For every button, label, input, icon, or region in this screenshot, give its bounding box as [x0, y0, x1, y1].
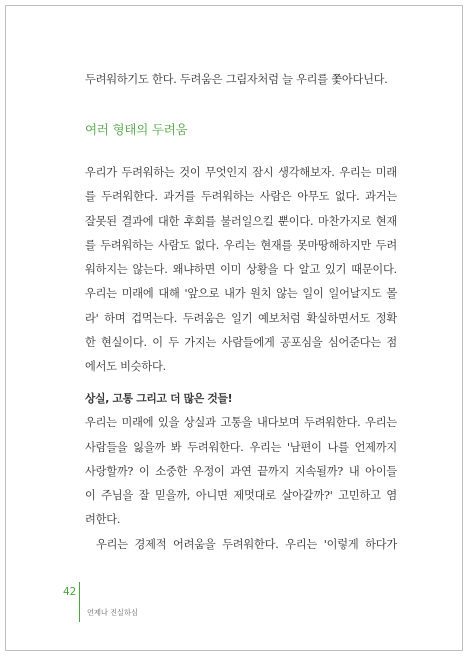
- paragraph-line: 우리는 미래에 있을 상실과 고통을 내다보며 두려워한다. 우리는: [85, 416, 397, 430]
- paragraph-line: 잘못된 결과에 대한 후회를 불러일으킬 뿐이다. 마찬가지로 현재: [85, 214, 397, 228]
- paragraph-line: 워하지는 않는다. 왜냐하면 이미 상황을 다 알고 있기 때문이다.: [85, 263, 397, 277]
- running-title: 언제나 진실하심: [87, 608, 138, 617]
- paragraph-2: [85, 387, 397, 557]
- subheading: 상실, 고통 그리고 더 많은 것들!: [85, 392, 233, 405]
- paragraph-line: 우리는 미래에 대해 '앞으로 내가 원치 않는 일이 일어날지도 몰: [85, 287, 397, 301]
- paragraph-line: 를 두려워한다. 과거를 두려워하는 사람은 아무도 없다. 과거는: [85, 190, 397, 204]
- page: [5, 5, 463, 651]
- paragraph-line: 이 주님을 잘 믿을까, 아니면 제멋대로 살아갈까?' 고민하고 염: [85, 489, 397, 503]
- paragraph-line: 한 현실이다. 이 두 가지는 사람들에게 공포심을 심어준다는 점: [85, 336, 397, 350]
- page-number: 42: [63, 586, 77, 598]
- paragraph-1: [85, 161, 397, 380]
- section-heading: 여러 형태의 두려움: [85, 122, 188, 137]
- paragraph-line: 라' 하며 겁먹는다. 두려움은 일기 예보처럼 확실하면서도 정확: [85, 311, 397, 325]
- paragraph-line: 우리가 두려워하는 것이 무엇인지 잠시 생각해보자. 우리는 미래: [85, 166, 397, 179]
- top-paragraph: [85, 68, 397, 92]
- paragraph-line: 두려워하기도 한다. 두려움은 그림자처럼 늘 우리를 쫓아다닌다.: [85, 73, 388, 86]
- paragraph-line: 에서도 비슷하다.: [85, 360, 166, 374]
- footer-divider: [79, 582, 80, 622]
- page-footer: [6, 582, 462, 622]
- paragraph-line: 사랑할까? 이 소중한 우정이 과연 끝까지 지속될까? 내 아이들: [85, 464, 397, 478]
- paragraph-line: 사람들을 잃을까 봐 두려워한다. 우리는 '남편이 나를 언제까지: [85, 440, 397, 454]
- paragraph-line: 를 두려워하는 사람도 없다. 우리는 현재를 못마땅해하지만 두려: [85, 238, 397, 252]
- paragraph-line: 려한다.: [85, 513, 121, 527]
- paragraph-line: 우리는 경제적 어려움을 두려워한다. 우리는 '이렇게 하다가: [96, 537, 397, 551]
